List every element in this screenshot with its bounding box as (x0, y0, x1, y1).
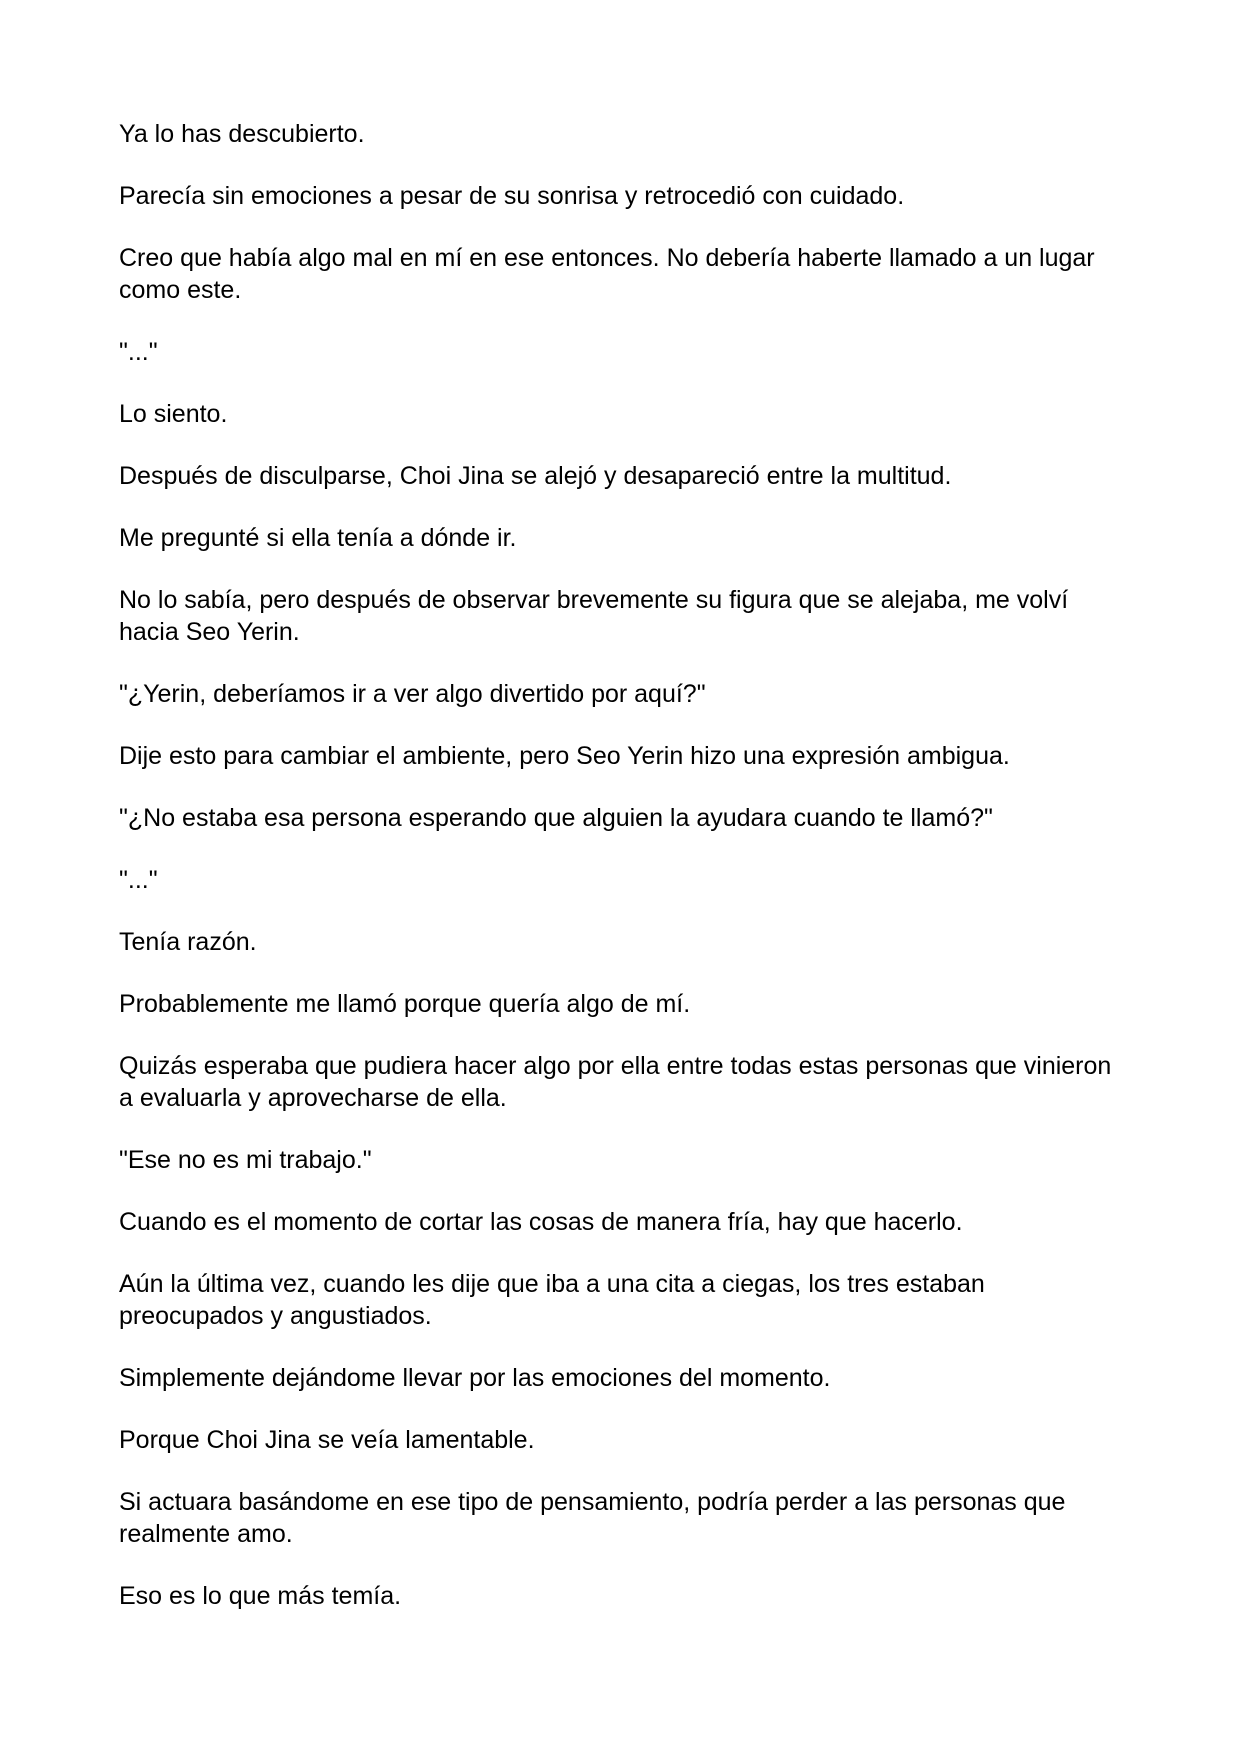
paragraph: "¿Yerin, deberíamos ir a ver algo divertido por aquí?" (119, 680, 706, 708)
paragraph: Quizás esperaba que pudiera hacer algo por ella entre todas estas personas que vinieron a evaluarla y aprovecharse de ella. (119, 1052, 1112, 1112)
paragraph: "¿No estaba esa persona esperando que alguien la ayudara cuando te llamó?" (119, 804, 993, 832)
paragraph: Probablemente me llamó porque quería algo de mí. (119, 990, 691, 1018)
paragraph: Me pregunté si ella tenía a dónde ir. (119, 524, 517, 552)
paragraph: Eso es lo que más temía. (119, 1582, 402, 1610)
paragraph: Si actuara basándome en ese tipo de pensamiento, podría perder a las personas que realmente amo. (119, 1488, 1066, 1548)
paragraph: "..." (119, 866, 158, 894)
paragraph: Aún la última vez, cuando les dije que iba a una cita a ciegas, los tres estaban preocupados y angustiados. (119, 1270, 985, 1330)
paragraph: Lo siento. (119, 400, 228, 428)
paragraph: Creo que había algo mal en mí en ese entonces. No debería haberte llamado a un lugar como este. (119, 244, 1095, 304)
document-body (119, 118, 1129, 1642)
paragraph: No lo sabía, pero después de observar brevemente su figura que se alejaba, me volví hacia Seo Yerin. (119, 586, 1069, 646)
paragraph: Después de disculparse, Choi Jina se alejó y desapareció entre la multitud. (119, 462, 952, 490)
paragraph: "..." (119, 338, 158, 366)
paragraph: "Ese no es mi trabajo." (119, 1146, 372, 1174)
paragraph: Cuando es el momento de cortar las cosas de manera fría, hay que hacerlo. (119, 1208, 963, 1236)
paragraph: Porque Choi Jina se veía lamentable. (119, 1426, 535, 1454)
paragraph: Ya lo has descubierto. (119, 120, 365, 148)
paragraph: Parecía sin emociones a pesar de su sonrisa y retrocedió con cuidado. (119, 182, 905, 210)
paragraph: Tenía razón. (119, 928, 257, 956)
paragraph: Dije esto para cambiar el ambiente, pero Seo Yerin hizo una expresión ambigua. (119, 742, 1010, 770)
paragraph: Simplemente dejándome llevar por las emociones del momento. (119, 1364, 831, 1392)
